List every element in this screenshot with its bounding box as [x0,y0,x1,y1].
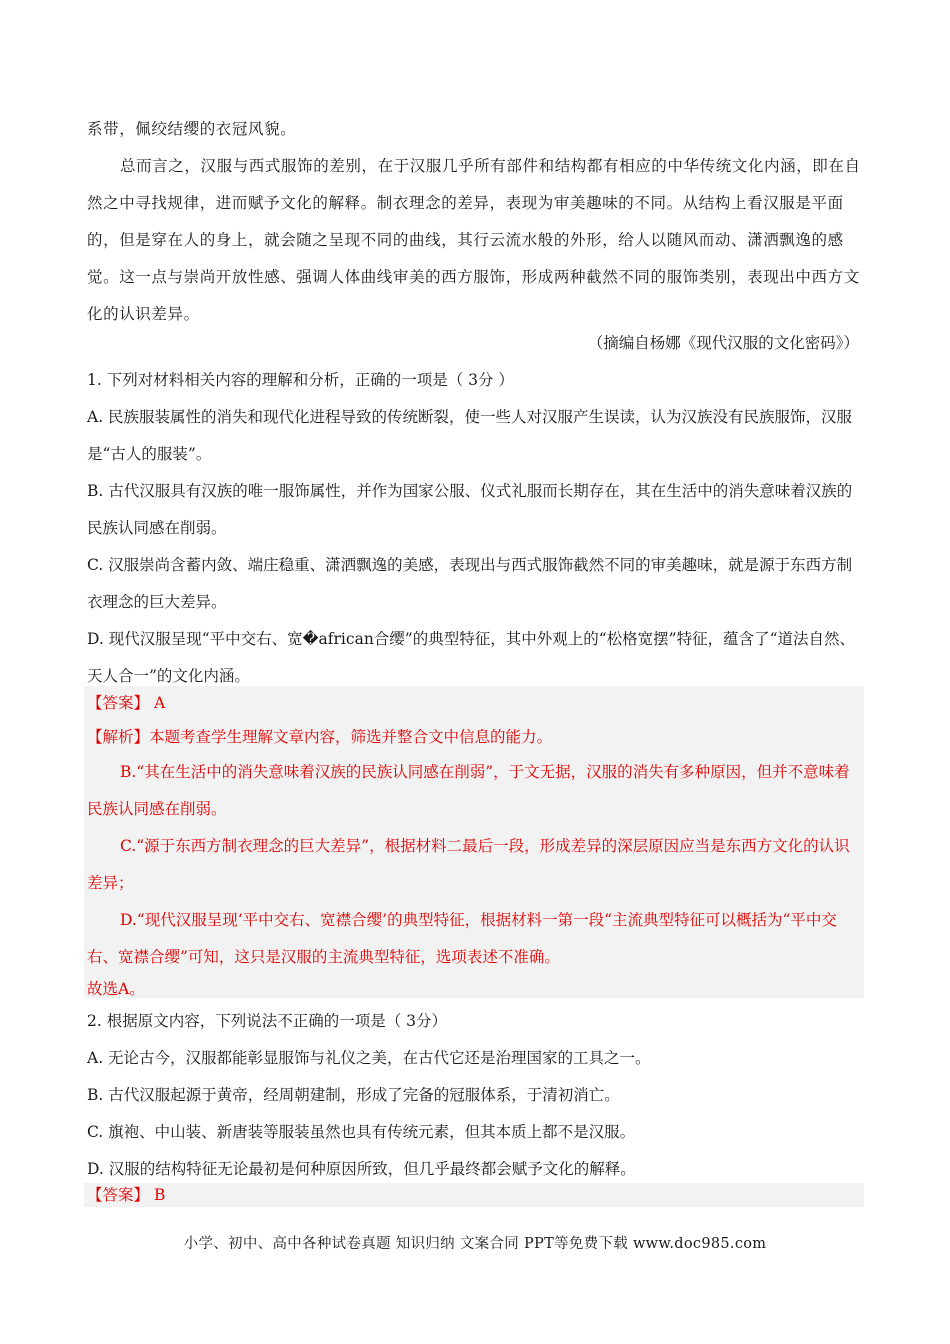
analysis-text: 本题考查学生理解文章内容，筛选并整合文中信息的能力。 [149,728,553,746]
question-stem: 2. 根据原文内容，下列说法不正确的一项是（ 3分） [87,1012,448,1030]
explanation-c: C.“源于东西方制衣理念的巨大差异”，根据材料二最后一段，形成差异的深层原因应当是东西方文化的认识差异； [87,837,850,892]
answer-tag: 【答案】 [87,1186,150,1204]
explanation-d: D.“现代汉服呈现‘平中交右、宽襟合缨’的典型特征，根据材料一第一段“主流典型特征可以概括为“平中交右、宽襟合缨”可知，这只是汉服的主流典型特征，选项表述不准确。 [87,911,837,966]
option-a: A. 无论古今，汉服都能彰显服饰与礼仪之美，在古代它还是治理国家的工具之一。 [87,1049,651,1067]
option-b: B. 古代汉服具有汉族的唯一服饰属性，并作为国家公服、仪式礼服而长期存在，其在生活中的消失意味着汉族的民族认同感在削弱。 [87,482,853,537]
option-c: C. 汉服崇尚含蓄内敛、端庄稳重、潇洒飘逸的美感，表现出与西式服饰截然不同的审美趣味，就是源于东西方制衣理念的巨大差异。 [87,556,853,611]
answer-box-2 [84,1183,864,1207]
answer-value: A [149,694,166,712]
option-d: D. 现代汉服呈现“平中交右、宽�african合缨”的典型特征，其中外观上的“松格宽摆”特征，蕴含了“道法自然、天人合一”的文化内涵。 [87,630,855,685]
passage-line: 系带，佩绞结缨的衣冠风貌。 [87,120,297,138]
answer-tag: 【答案】 [87,694,150,712]
source-citation: （摘编自杨娜《现代汉服的文化密码》） [587,334,859,352]
passage [87,111,867,333]
footer-text: 小学、初中、高中各种试卷真题 知识归纳 文案合同 PPT等免费下载 www.doc985.com [183,1236,767,1252]
option-b: B. 古代汉服起源于黄帝，经周朝建制，形成了完备的冠服体系，于清初消亡。 [87,1086,620,1104]
answer-value: B [149,1186,166,1204]
answer-box-1 [84,686,864,998]
passage-paragraph: 总而言之，汉服与西式服饰的差别，在于汉服几乎所有部件和结构都有相应的中华传统文化内涵，即在自然之中寻找规律，进而赋予文化的解释。制衣理念的差异，表现为审美趣味的不同。从结构上看汉服是平面的，但是穿在人的身上，就会随之呈现不同的曲线，其行云流水般的外形，给人以随风而动、潇洒飘逸的感觉。这一点与崇尚开放性感、强调人体曲线审美的西方服饰，形成两种截然不同的服饰类别，表现出中西方文化的认识差异。 [87,157,861,323]
conclusion: 故选A。 [87,980,145,998]
option-d: D. 汉服的结构特征无论最初是何种原因所致，但几乎最终都会赋予文化的解释。 [87,1160,636,1178]
answer-line [84,686,864,720]
question-1 [87,362,867,695]
explanation-b: B.“其在生活中的消失意味着汉族的民族认同感在削弱”，于文无据，汉服的消失有多种原因，但并不意味着民族认同感在削弱。 [87,763,850,818]
analysis-line [84,720,864,754]
question-2 [87,1003,867,1188]
analysis-tag: 【解析】 [87,728,150,746]
question-stem: 1. 下列对材料相关内容的理解和分析，正确的一项是（ 3分 ） [87,371,514,389]
option-c: C. 旗袍、中山装、新唐装等服装虽然也具有传统元素，但其本质上都不是汉服。 [87,1123,636,1141]
answer-line [84,1183,864,1207]
option-a: A. 民族服装属性的消失和现代化进程导致的传统断裂，使一些人对汉服产生误读，认为汉族没有民族服饰，汉服是“古人的服装”。 [87,408,853,463]
